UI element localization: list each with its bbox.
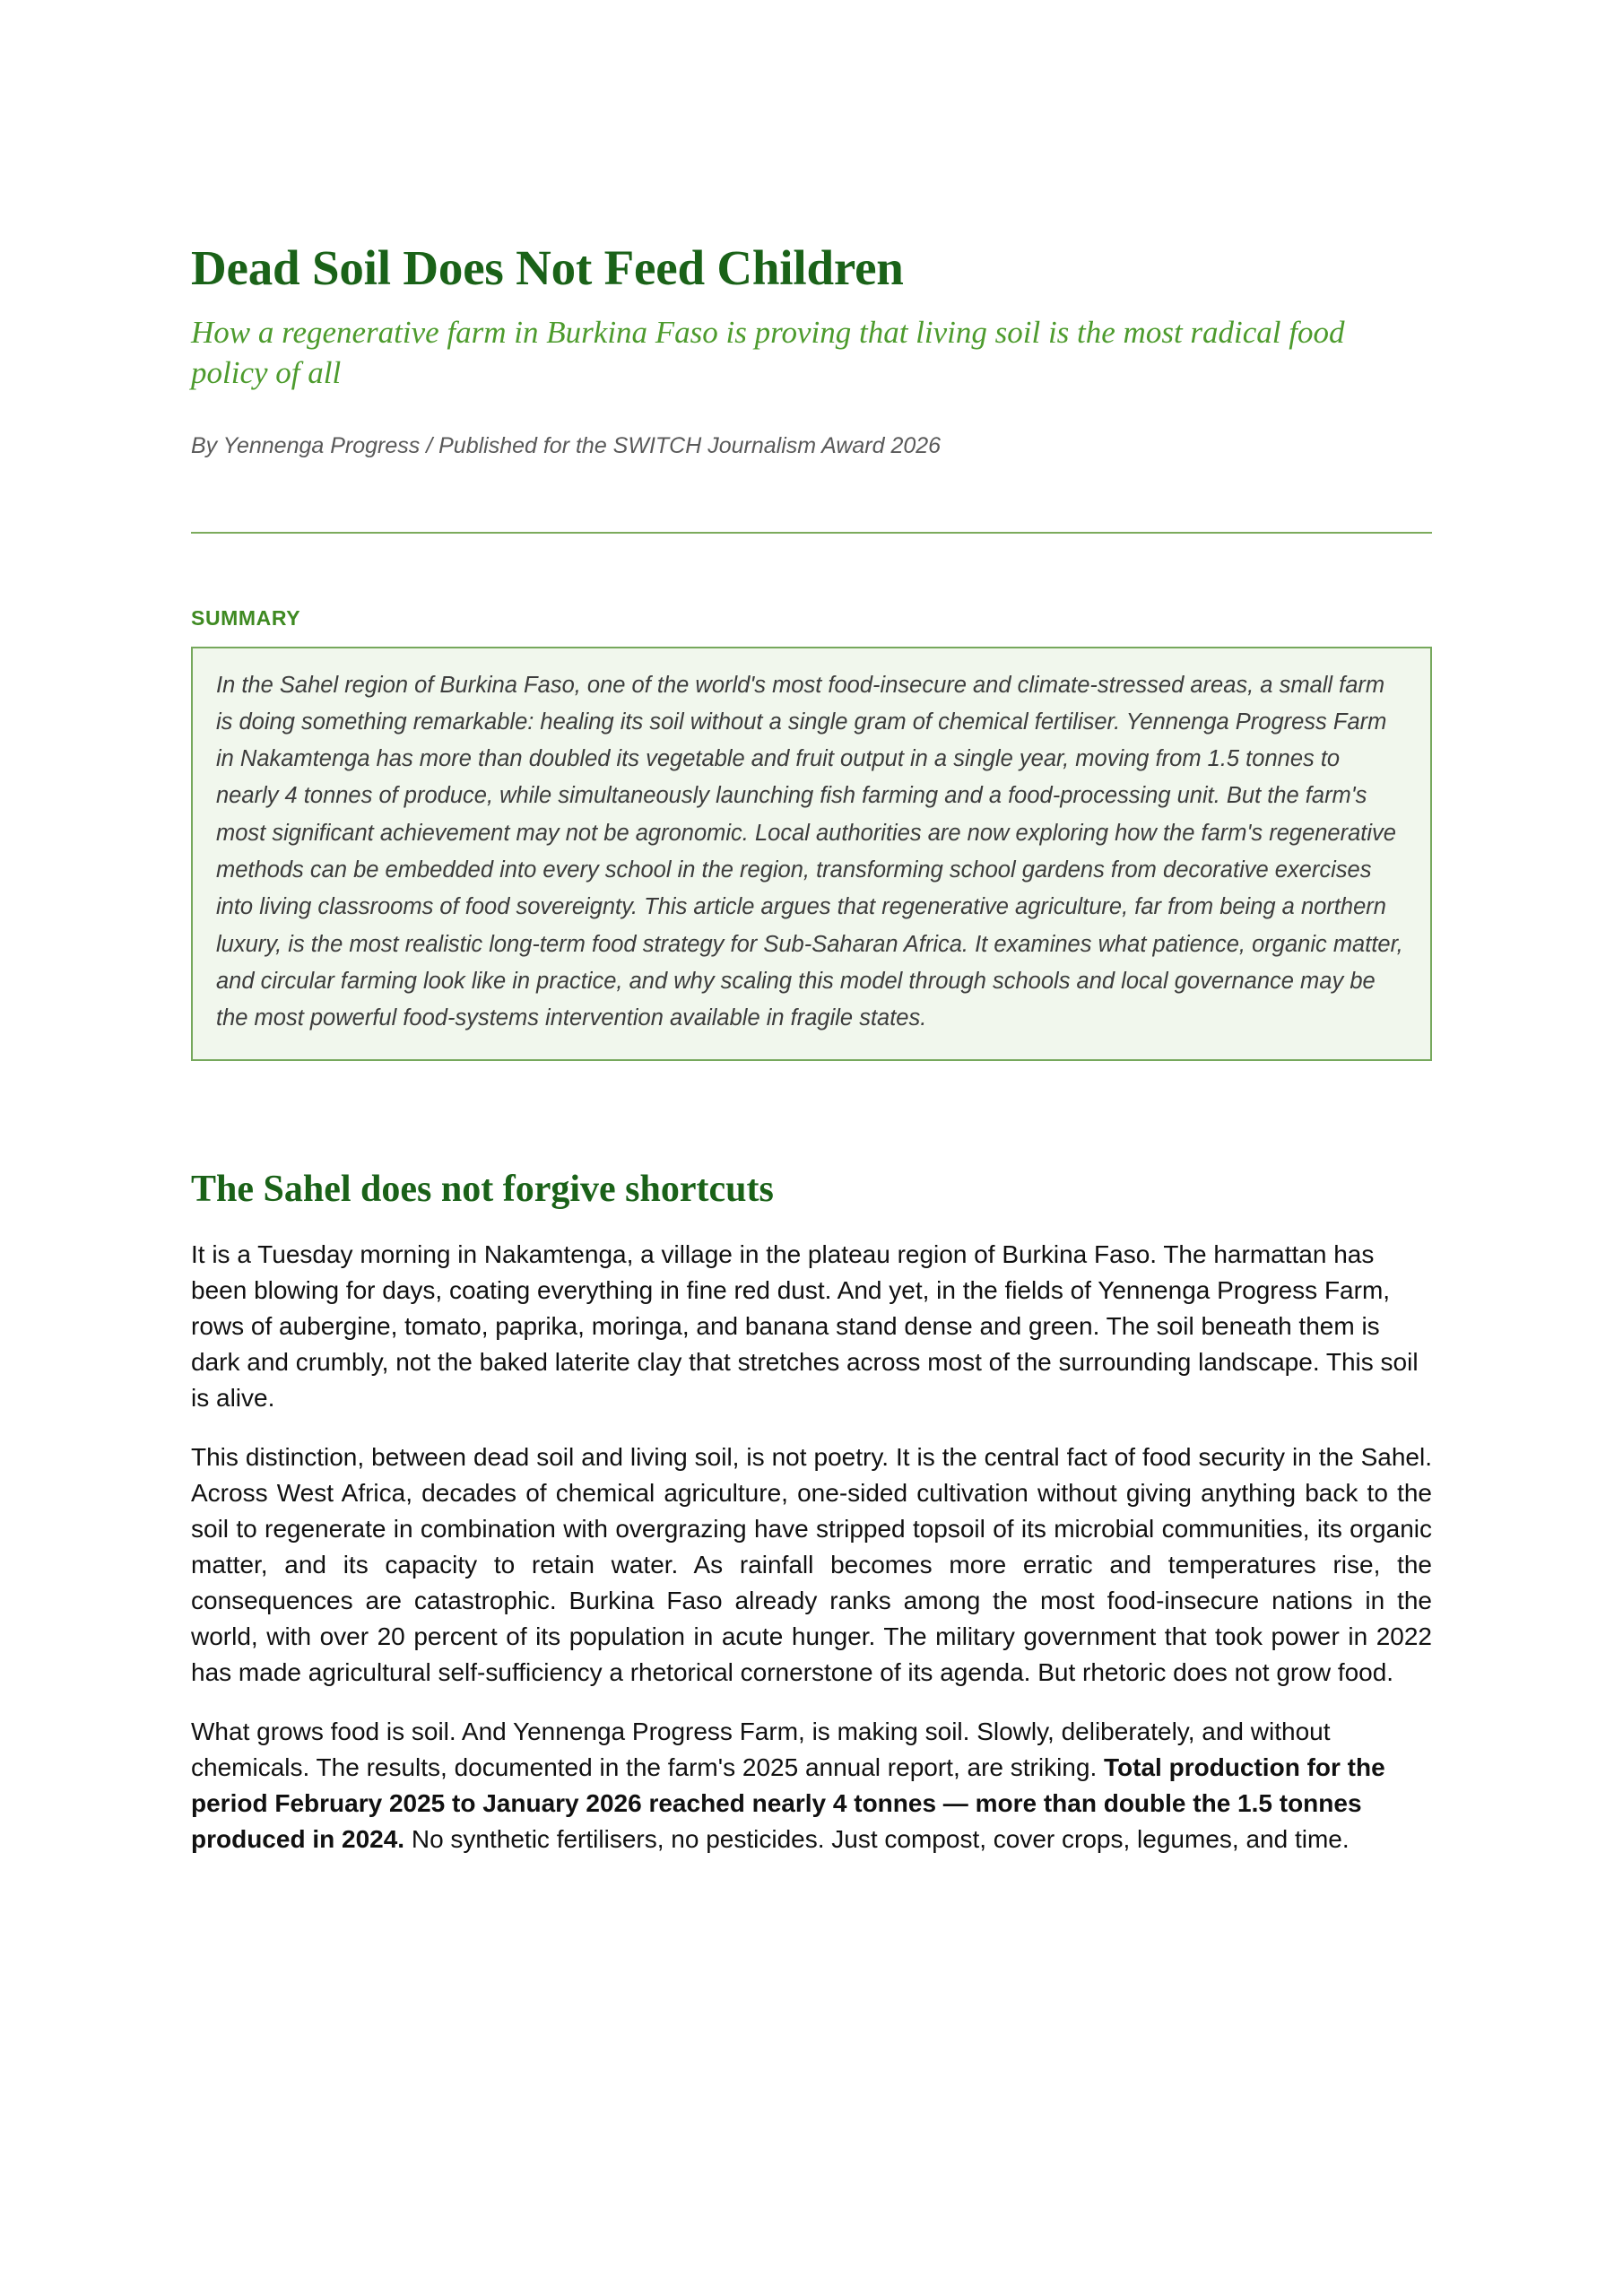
document-content-column <box>191 0 1432 1857</box>
body-paragraph: This distinction, between dead soil and living soil, is not poetry. It is the central fact of food security in the Sahel. Across West Africa, decades of chemical agriculture, one-sided cultivation without giving anything back to the soil to regenerate in combination with overgrazing have stripped topsoil of its microbial communities, its organic matter, and its capacity to retain water. As rainfall becomes more erratic and temperatures rise, the consequences are catastrophic. Burkina Faso already ranks among the most food-insecure nations in the world, with over 20 percent of its population in acute hunger. The military government that took power in 2022 has made agricultural self-sufficiency a rhetorical cornerstone of its agenda. But rhetoric does not grow food. <box>191 1443 1432 1687</box>
paragraph-bold-highlight: Total production for the period February 2025 to January 2026 reached nearly 4 tonnes — more than double the 1.5 tonnes produced in 2024. <box>191 1753 1385 1854</box>
page-title: Dead Soil Does Not Feed Children <box>191 240 904 295</box>
paragraph-tail-text: No synthetic fertilisers, no pesticides. Just compost, cover crops, legumes, and time. <box>404 1825 1350 1854</box>
body-paragraph <box>191 1691 1432 1857</box>
page-subtitle: How a regenerative farm in Burkina Faso is proving that living soil is the most radical food policy of all <box>191 314 1345 391</box>
summary-label: SUMMARY <box>191 605 301 630</box>
paragraph-lead-text: What grows food is soil. And Yennenga Progress Farm, is making soil. Slowly, deliberately, and without chemicals. The results, documented in the farm's 2025 annual report, are striking. <box>191 1718 1331 1782</box>
summary-text: In the Sahel region of Burkina Faso, one of the world's most food-insecure and climate-stressed areas, a small farm is doing something remarkable: healing its soil without a single gram of chemical fertiliser. Yennenga Progress Farm in Nakamtenga has more than doubled its vegetable and fruit output in a single year, moving from 1.5 tonnes to nearly 4 tonnes of produce, while simultaneously launching fish farming and a food-processing unit. But the farm's most significant achievement may not be agronomic. Local authorities are now exploring how the farm's regenerative methods can be embedded into every school in the region, transforming school gardens from decorative exercises into living classrooms of food sovereignty. This article argues that regenerative agriculture, far from being a northern luxury, is the most realistic long-term food strategy for Sub-Saharan Africa. It examines what patience, organic matter, and circular farming look like in practice, and why scaling this model through schools and local governance may be the most powerful food-systems intervention available in fragile states. <box>216 672 1403 1031</box>
body-paragraph: It is a Tuesday morning in Nakamtenga, a village in the plateau region of Burkina Faso. The harmattan has been blowing for days, coating everything in fine red dust. And yet, in the fields of Yennenga Progress Farm, rows of aubergine, tomato, paprika, moringa, and banana stand dense and green. The soil beneath them is dark and crumbly, not the baked laterite clay that stretches across most of the surrounding landscape. This soil is alive. <box>191 1239 1419 1413</box>
section-heading: The Sahel does not forgive shortcuts <box>191 1168 774 1210</box>
byline: By Yennenga Progress / Published for the SWITCH Journalism Award 2026 <box>191 432 942 458</box>
summary-callout-box <box>191 647 1432 1061</box>
